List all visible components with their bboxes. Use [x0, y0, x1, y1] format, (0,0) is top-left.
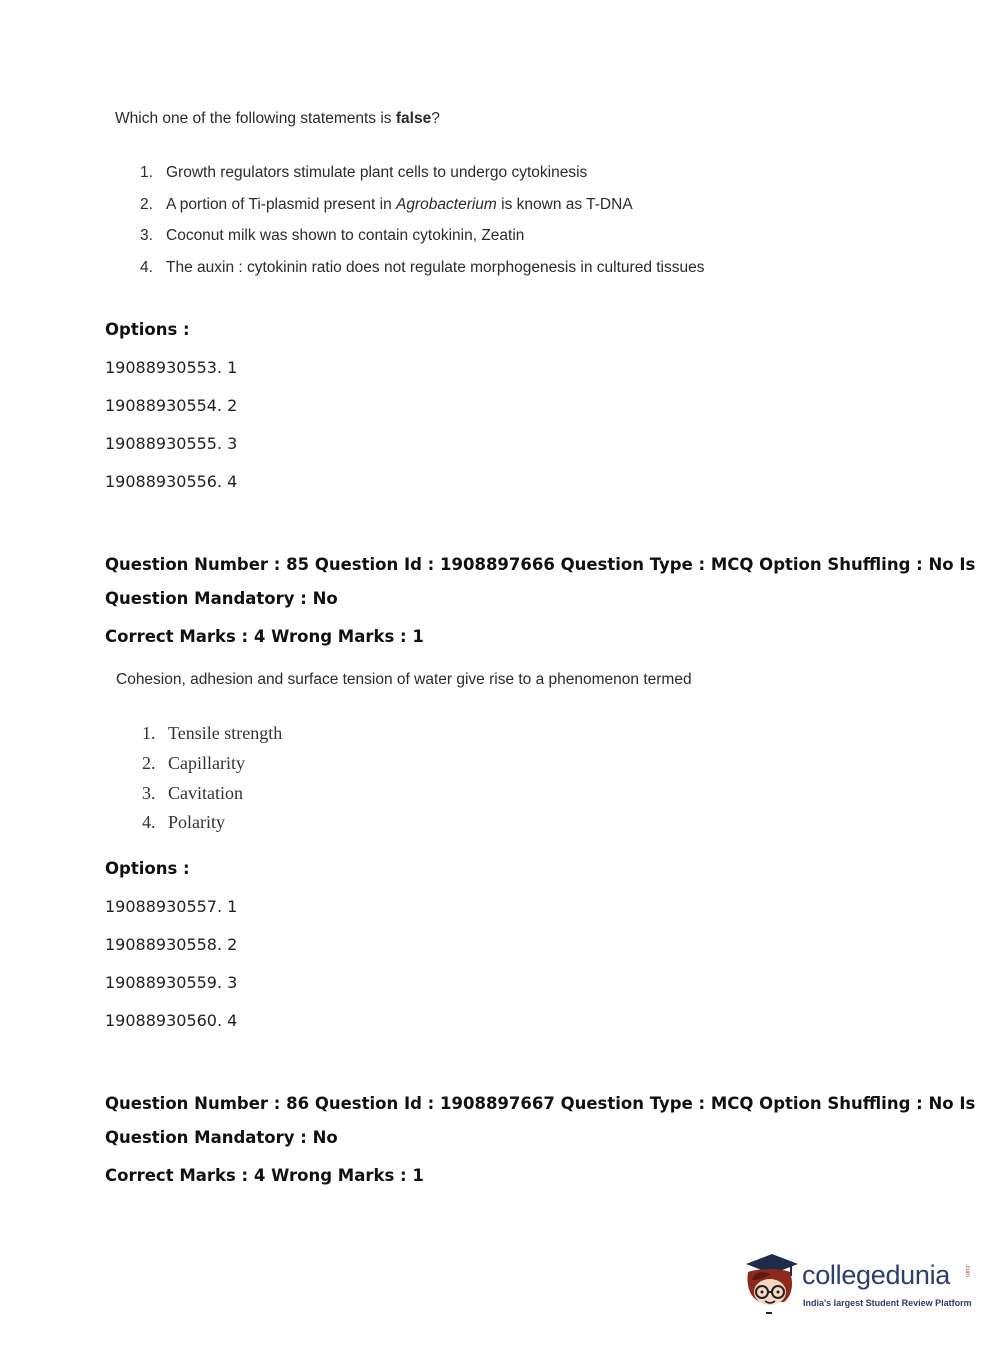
option-row: 19088930560. 4 [105, 1011, 238, 1030]
list-item: 1. Growth regulators stimulate plant cells to undergo cytokinesis [140, 164, 588, 181]
question-mandatory: Question Mandatory : No [105, 589, 338, 608]
option-row: 19088930553. 1 [105, 358, 238, 377]
option-row: 19088930554. 2 [105, 396, 238, 415]
option-row: 19088930558. 2 [105, 935, 238, 954]
option-row: 19088930556. 4 [105, 472, 238, 491]
option-row: 19088930557. 1 [105, 897, 238, 916]
logo-wordmark: collegedunia [802, 1260, 951, 1290]
mascot-icon [740, 1250, 802, 1316]
logo-tagline: India's largest Student Review Platform [803, 1298, 972, 1308]
options-label: Options : [105, 859, 190, 878]
question-header: Question Number : 85 Question Id : 1908897666 Question Type : MCQ Option Shuffling : No Is [105, 555, 976, 574]
question-stem: Cohesion, adhesion and surface tension of water give rise to a phenomenon termed [116, 671, 692, 688]
question-header: Question Number : 86 Question Id : 1908897667 Question Type : MCQ Option Shuffling : No Is [105, 1094, 976, 1113]
list-item: 2. A portion of Ti-plasmid present in Agrobacterium is known as T-DNA [140, 196, 633, 213]
options-label: Options : [105, 320, 190, 339]
list-item: 3. Coconut milk was shown to contain cytokinin, Zeatin [140, 227, 525, 244]
list-item: 1. Tensile strength [142, 723, 283, 743]
option-row: 19088930555. 3 [105, 434, 238, 453]
list-item: 2. Capillarity [142, 753, 245, 773]
option-row: 19088930559. 3 [105, 973, 238, 992]
emphasis-false: false [395, 110, 432, 127]
list-item: 4. The auxin : cytokinin ratio does not regulate morphogenesis in cultured tissues [140, 259, 705, 276]
logo-domain-suffix: .com [964, 1264, 970, 1278]
question-marks: Correct Marks : 4 Wrong Marks : 1 [105, 1166, 424, 1185]
collegedunia-logo [740, 1250, 990, 1320]
question-marks: Correct Marks : 4 Wrong Marks : 1 [105, 627, 424, 646]
list-item: 3. Cavitation [142, 783, 243, 803]
question-stem: Which one of the following statements is false? [115, 110, 440, 127]
list-item: 4. Polarity [142, 812, 225, 832]
question-mandatory: Question Mandatory : No [105, 1128, 338, 1147]
